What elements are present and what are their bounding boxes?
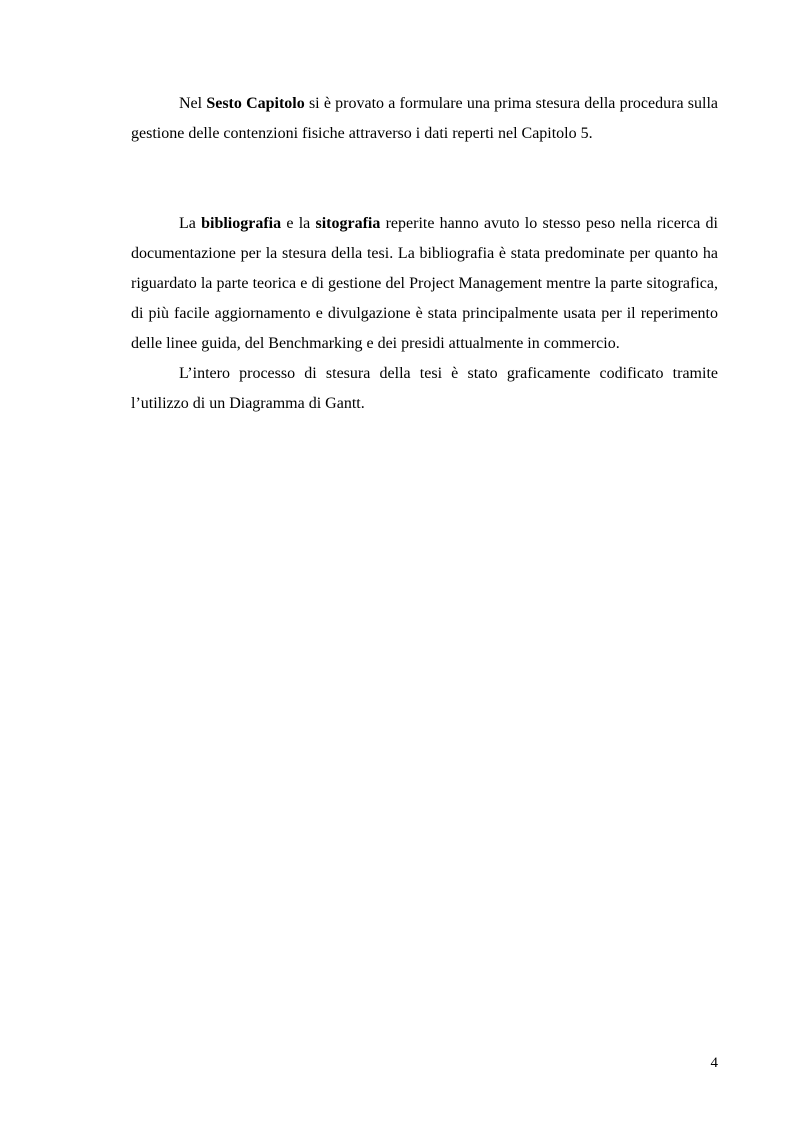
paragraph-2-bold-term-2: sitografia [315,215,381,232]
page-number: 4 [710,1055,718,1071]
paragraph-2-lead: La [179,215,202,232]
paragraph-1-lead: Nel [179,95,207,112]
paragraph-sesto-capitolo [131,89,718,149]
paragraph-2 [131,209,718,359]
paragraph-1 [131,89,718,149]
paragraph-2-body: reperite hanno avuto lo stesso peso nella ricerca di documentazione per la stesura della tesi. La bibliografia è stata predominate per quanto ha riguardato la parte teorica e di gestione del Project Management mentre la parte sitografica, di più facile aggiornamento e divulgazione è stata principalmente usata per il reperimento delle linee guida, del Benchmarking e dei presidi attualmente in commercio. [131,215,719,352]
paragraph-3: L’intero processo di stesura della tesi è stato graficamente codificato tramite l’utilizzo di un Diagramma di Gantt. [131,365,718,412]
paragraph-1-body: si è provato a formulare una prima stesura della procedura sulla gestione delle contenzioni fisiche attraverso i dati reperti nel Capitolo 5. [131,95,718,142]
paragraph-2-bold-term-1: bibliografia [201,215,282,232]
paragraph-group-bibliografia [131,209,718,419]
paragraph-2-connector: e la [281,215,316,232]
paragraph-1-bold-term: Sesto Capitolo [206,95,305,112]
